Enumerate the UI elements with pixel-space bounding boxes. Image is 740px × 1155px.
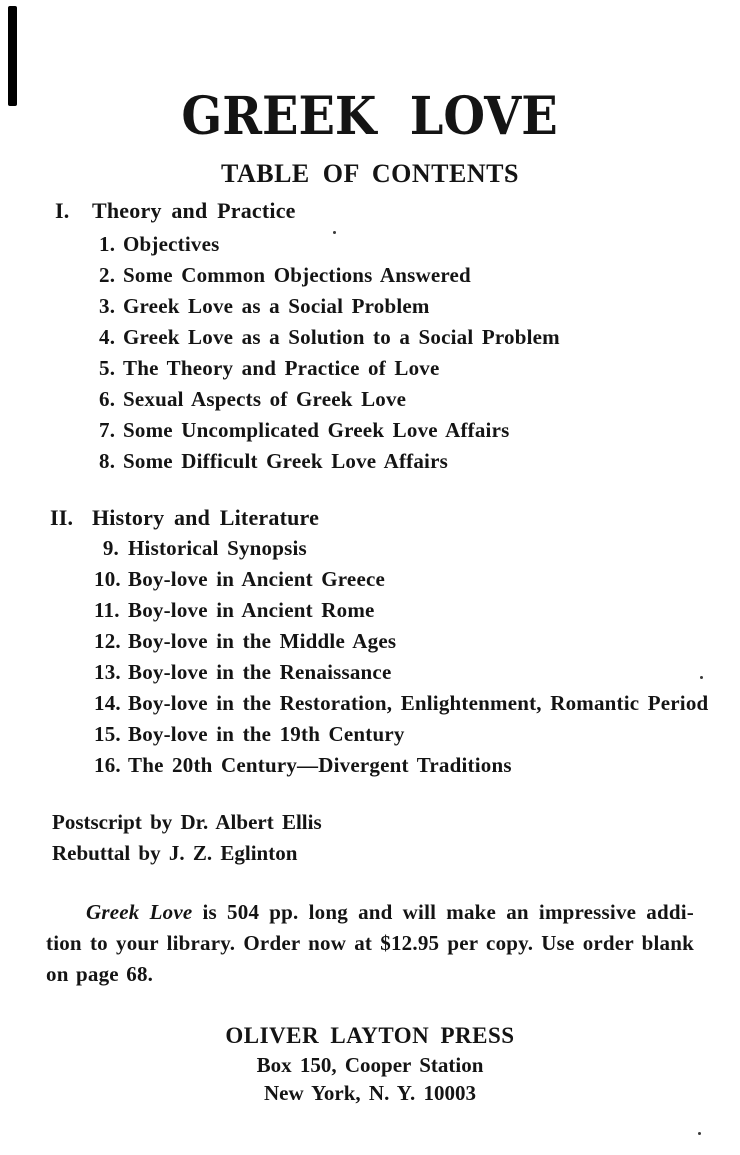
- promo-line-1-rest: is 504 pp. long and will make an impressive addi-: [192, 900, 694, 924]
- toc-item-label: Some Common Objections Answered: [123, 263, 471, 287]
- toc-item-label: Boy-love in the Renaissance: [128, 660, 392, 684]
- promo-line-3: on page 68.: [46, 962, 154, 986]
- section-header-theory-and-practice: [0, 195, 740, 226]
- toc-item-number: 9.: [102, 536, 119, 560]
- toc-heading: TABLE OF CONTENTS: [221, 159, 519, 188]
- book-title-text: GREEK LOVE: [181, 85, 559, 147]
- toc-item-label: Historical Synopsis: [128, 536, 307, 560]
- toc-item: [0, 688, 740, 719]
- publisher-address-line-2: New York, N. Y. 10003: [263, 1081, 477, 1105]
- toc-item: [0, 291, 740, 322]
- page-body: [0, 161, 740, 1107]
- toc-item: [0, 229, 740, 260]
- toc-item: [0, 533, 740, 564]
- postscript-credit-text: Postscript by Dr. Albert Ellis: [52, 810, 322, 834]
- promo-book-title-italic: Greek Love: [86, 900, 193, 924]
- toc-item: [0, 353, 740, 384]
- section-title: History and Literature: [92, 505, 320, 530]
- section-2-items: [0, 533, 740, 781]
- toc-item: [0, 626, 740, 657]
- toc-item-label: Objectives: [123, 232, 220, 256]
- toc-item-label: The Theory and Practice of Love: [123, 356, 440, 380]
- toc-item-label: Greek Love as a Solution to a Social Problem: [123, 325, 560, 349]
- toc-item-label: Some Uncomplicated Greek Love Affairs: [123, 418, 510, 442]
- toc-item-number: 12.: [94, 629, 121, 653]
- publisher-address-line-1: Box 150, Cooper Station: [256, 1053, 484, 1077]
- section-numeral: I.: [55, 198, 70, 223]
- toc-item: [0, 384, 740, 415]
- section-1-items: [0, 229, 740, 477]
- toc-item: [0, 260, 740, 291]
- order-promo-paragraph: [46, 897, 694, 990]
- toc-item-number: 14.: [94, 691, 121, 715]
- toc-item-number: 13.: [94, 660, 121, 684]
- credits: [52, 807, 740, 869]
- section-title: Theory and Practice: [92, 198, 296, 223]
- toc-item-label: Boy-love in Ancient Greece: [128, 567, 386, 591]
- toc-item: [0, 657, 740, 688]
- publisher-block: [0, 1021, 740, 1107]
- section-header-history-and-literature: [0, 502, 740, 533]
- scan-speck: [698, 1132, 701, 1135]
- toc-item: [0, 564, 740, 595]
- toc-item-number: 15.: [94, 722, 121, 746]
- publisher-name: OLIVER LAYTON PRESS: [225, 1023, 515, 1048]
- toc-item-number: 8.: [99, 449, 116, 473]
- toc-item: [0, 415, 740, 446]
- toc-item-number: 16.: [94, 753, 121, 777]
- toc-item-number: 3.: [99, 294, 116, 318]
- toc-item: [0, 446, 740, 477]
- book-title: [0, 85, 740, 147]
- toc-item-label: Greek Love as a Social Problem: [123, 294, 430, 318]
- toc-item-number: 7.: [99, 418, 116, 442]
- toc-item-label: Boy-love in Ancient Rome: [128, 598, 375, 622]
- promo-line-1: [46, 897, 694, 928]
- toc-item: [0, 719, 740, 750]
- section-numeral: II.: [50, 505, 74, 530]
- toc-item-label: Boy-love in the Middle Ages: [128, 629, 397, 653]
- toc-item-number: 11.: [94, 598, 120, 622]
- toc-item-number: 2.: [99, 263, 116, 287]
- toc-item-number: 5.: [99, 356, 116, 380]
- promo-line-2: tion to your library. Order now at $12.95 per copy. Use order blank: [46, 931, 694, 955]
- toc-item-number: 10.: [94, 567, 121, 591]
- toc-item-label: Boy-love in the 19th Century: [128, 722, 405, 746]
- toc-item-label: The 20th Century—Divergent Traditions: [128, 753, 512, 777]
- toc-item-number: 6.: [99, 387, 116, 411]
- table-of-contents: [0, 195, 740, 781]
- toc-item: [0, 595, 740, 626]
- toc-item: [0, 322, 740, 353]
- toc-item-number: 1.: [99, 232, 116, 256]
- rebuttal-credit-text: Rebuttal by J. Z. Eglinton: [52, 841, 298, 865]
- postscript-credit: [52, 807, 740, 838]
- toc-item-label: Some Difficult Greek Love Affairs: [123, 449, 448, 473]
- toc-item-label: Boy-love in the Restoration, Enlightenment, Romantic Period: [128, 691, 709, 715]
- toc-item-number: 4.: [99, 325, 116, 349]
- toc-item-label: Sexual Aspects of Greek Love: [123, 387, 407, 411]
- rebuttal-credit: [52, 838, 740, 869]
- toc-item: [0, 750, 740, 781]
